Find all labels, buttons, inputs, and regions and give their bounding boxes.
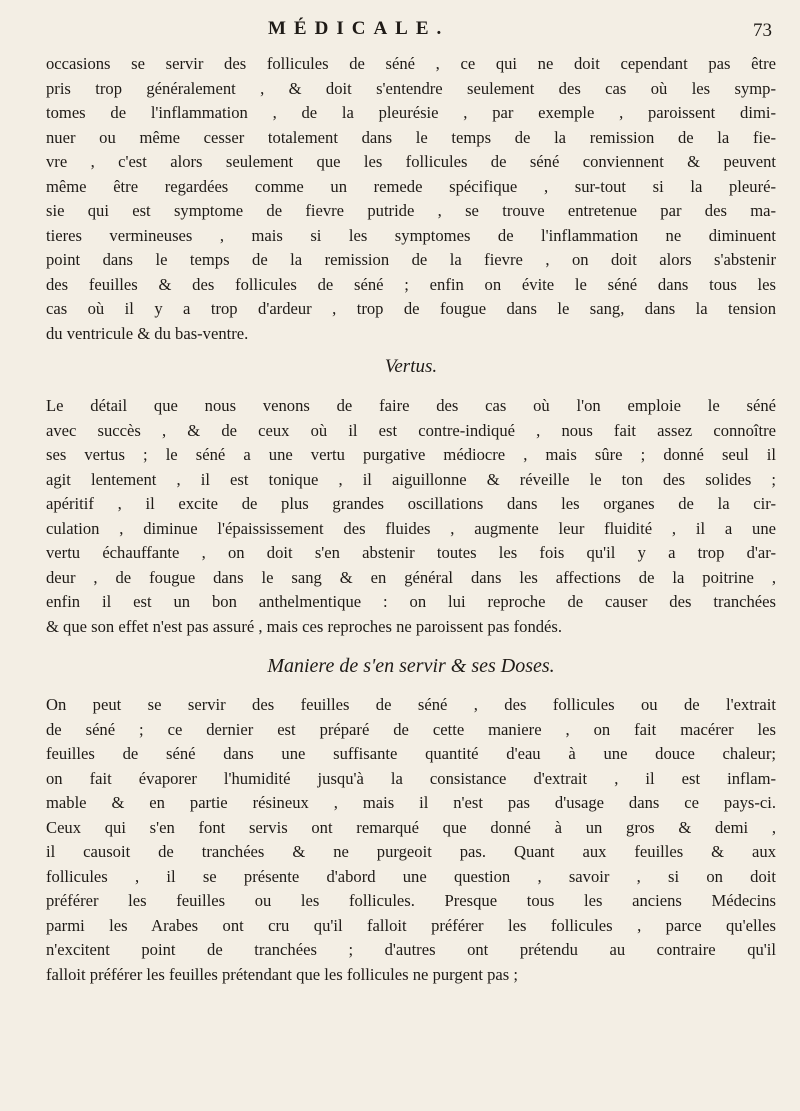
paragraph-contraindications [46, 52, 776, 346]
section-heading-vertus: Vertus. [384, 356, 438, 377]
text-line: de séné ; ce dernier est préparé de cette maniere , on fait macérer les [46, 719, 776, 739]
text-line: follicules , il se présente d'abord une question , savoir , si on doit [46, 866, 776, 886]
text-line: sie qui est symptome de fievre putride , se trouve entretenue par des ma- [46, 201, 776, 220]
text-line: du ventricule & du bas-ventre. [46, 323, 249, 343]
text-line: On peut se servir des feuilles de séné , des follicules ou de l'extrait [46, 695, 776, 714]
text-line: culation , diminue l'épaississement des fluides , augmente leur fluidité , il a une [46, 518, 776, 538]
text-line: vre , c'est alors seulement que les follicules de séné conviennent & peuvent [46, 152, 776, 171]
text-line: ses vertus ; le séné a une vertu purgative médiocre , mais sûre ; donné seul il [46, 445, 776, 464]
text-line: mable & en partie résineux , mais il n'est pas d'usage dans ce pays-ci. [46, 793, 776, 812]
text-line: feuilles de séné dans une suffisante quantité d'eau à une douce chaleur; [46, 744, 776, 763]
page-number: 73 [753, 20, 772, 41]
text-line: avec succès , & de ceux où il est contre-indiqué , nous fait assez connoître [46, 420, 776, 440]
text-line: agit lentement , il est tonique , il aiguillonne & réveille le ton des solides ; [46, 469, 776, 489]
text-line: préférer les feuilles ou les follicules. Presque tous les anciens Médecins [46, 891, 776, 910]
text-line: nuer ou même cesser totalement dans le temps de la remission de la fie- [46, 127, 776, 147]
text-line: tomes de l'inflammation , de la pleurésie , par exemple , paroissent dimi- [46, 103, 776, 122]
text-line: même être regardées comme un remede spécifique , sur-tout si la pleuré- [46, 176, 776, 196]
text-line: on fait évaporer l'humidité jusqu'à la consistance d'extrait , il est inflam- [46, 768, 776, 788]
text-line: apéritif , il excite de plus grandes oscillations dans les organes de la cir- [46, 494, 776, 513]
text-line: pris trop généralement , & doit s'entendre seulement des cas où les symp- [46, 78, 776, 98]
text-line: Ceux qui s'en font servis ont remarqué que donné à un gros & demi , [46, 817, 776, 837]
text-line: tieres vermineuses , mais si les symptomes de l'inflammation ne diminuent [46, 225, 776, 245]
text-line: enfin il est un bon anthelmentique : on lui reproche de causer des tranchées [46, 592, 776, 611]
text-line: & que son effet n'est pas assuré , mais ces reproches ne paroissent pas fondés. [46, 616, 563, 636]
text-line: vertu échauffante , on doit s'en abstenir toutes les fois qu'il y a trop d'ar- [46, 543, 776, 562]
text-line: il causoit de tranchées & ne purgeoit pas. Quant aux feuilles & aux [46, 842, 776, 861]
paragraph-doses [46, 693, 776, 987]
paragraph-vertus [46, 394, 776, 639]
page-header [46, 18, 776, 52]
text-line: falloit préférer les feuilles prétendant que les follicules ne purgent pas ; [46, 964, 518, 984]
text-line: occasions se servir des follicules de séné , ce qui ne doit cependant pas être [46, 54, 776, 73]
text-line: parmi les Arabes ont cru qu'il falloit préférer les follicules , parce qu'elles [46, 915, 776, 935]
text-line: des feuilles & des follicules de séné ; enfin on évite le séné dans tous les [46, 274, 776, 294]
running-title: MÉDICALE. [268, 18, 450, 39]
text-line: n'excitent point de tranchées ; d'autres ont prétendu au contraire qu'il [46, 940, 776, 959]
text-line: Le détail que nous venons de faire des cas où l'on emploie le séné [46, 396, 776, 415]
text-line: point dans le temps de la remission de la fievre , on doit alors s'abstenir [46, 250, 776, 269]
section-heading-maniere: Maniere de s'en servir & ses Doses. [267, 655, 555, 677]
book-page [46, 18, 776, 987]
text-line: deur , de fougue dans le sang & en général dans les affections de la poitrine , [46, 567, 776, 587]
text-line: cas où il y a trop d'ardeur , trop de fougue dans le sang, dans la tension [46, 299, 776, 318]
